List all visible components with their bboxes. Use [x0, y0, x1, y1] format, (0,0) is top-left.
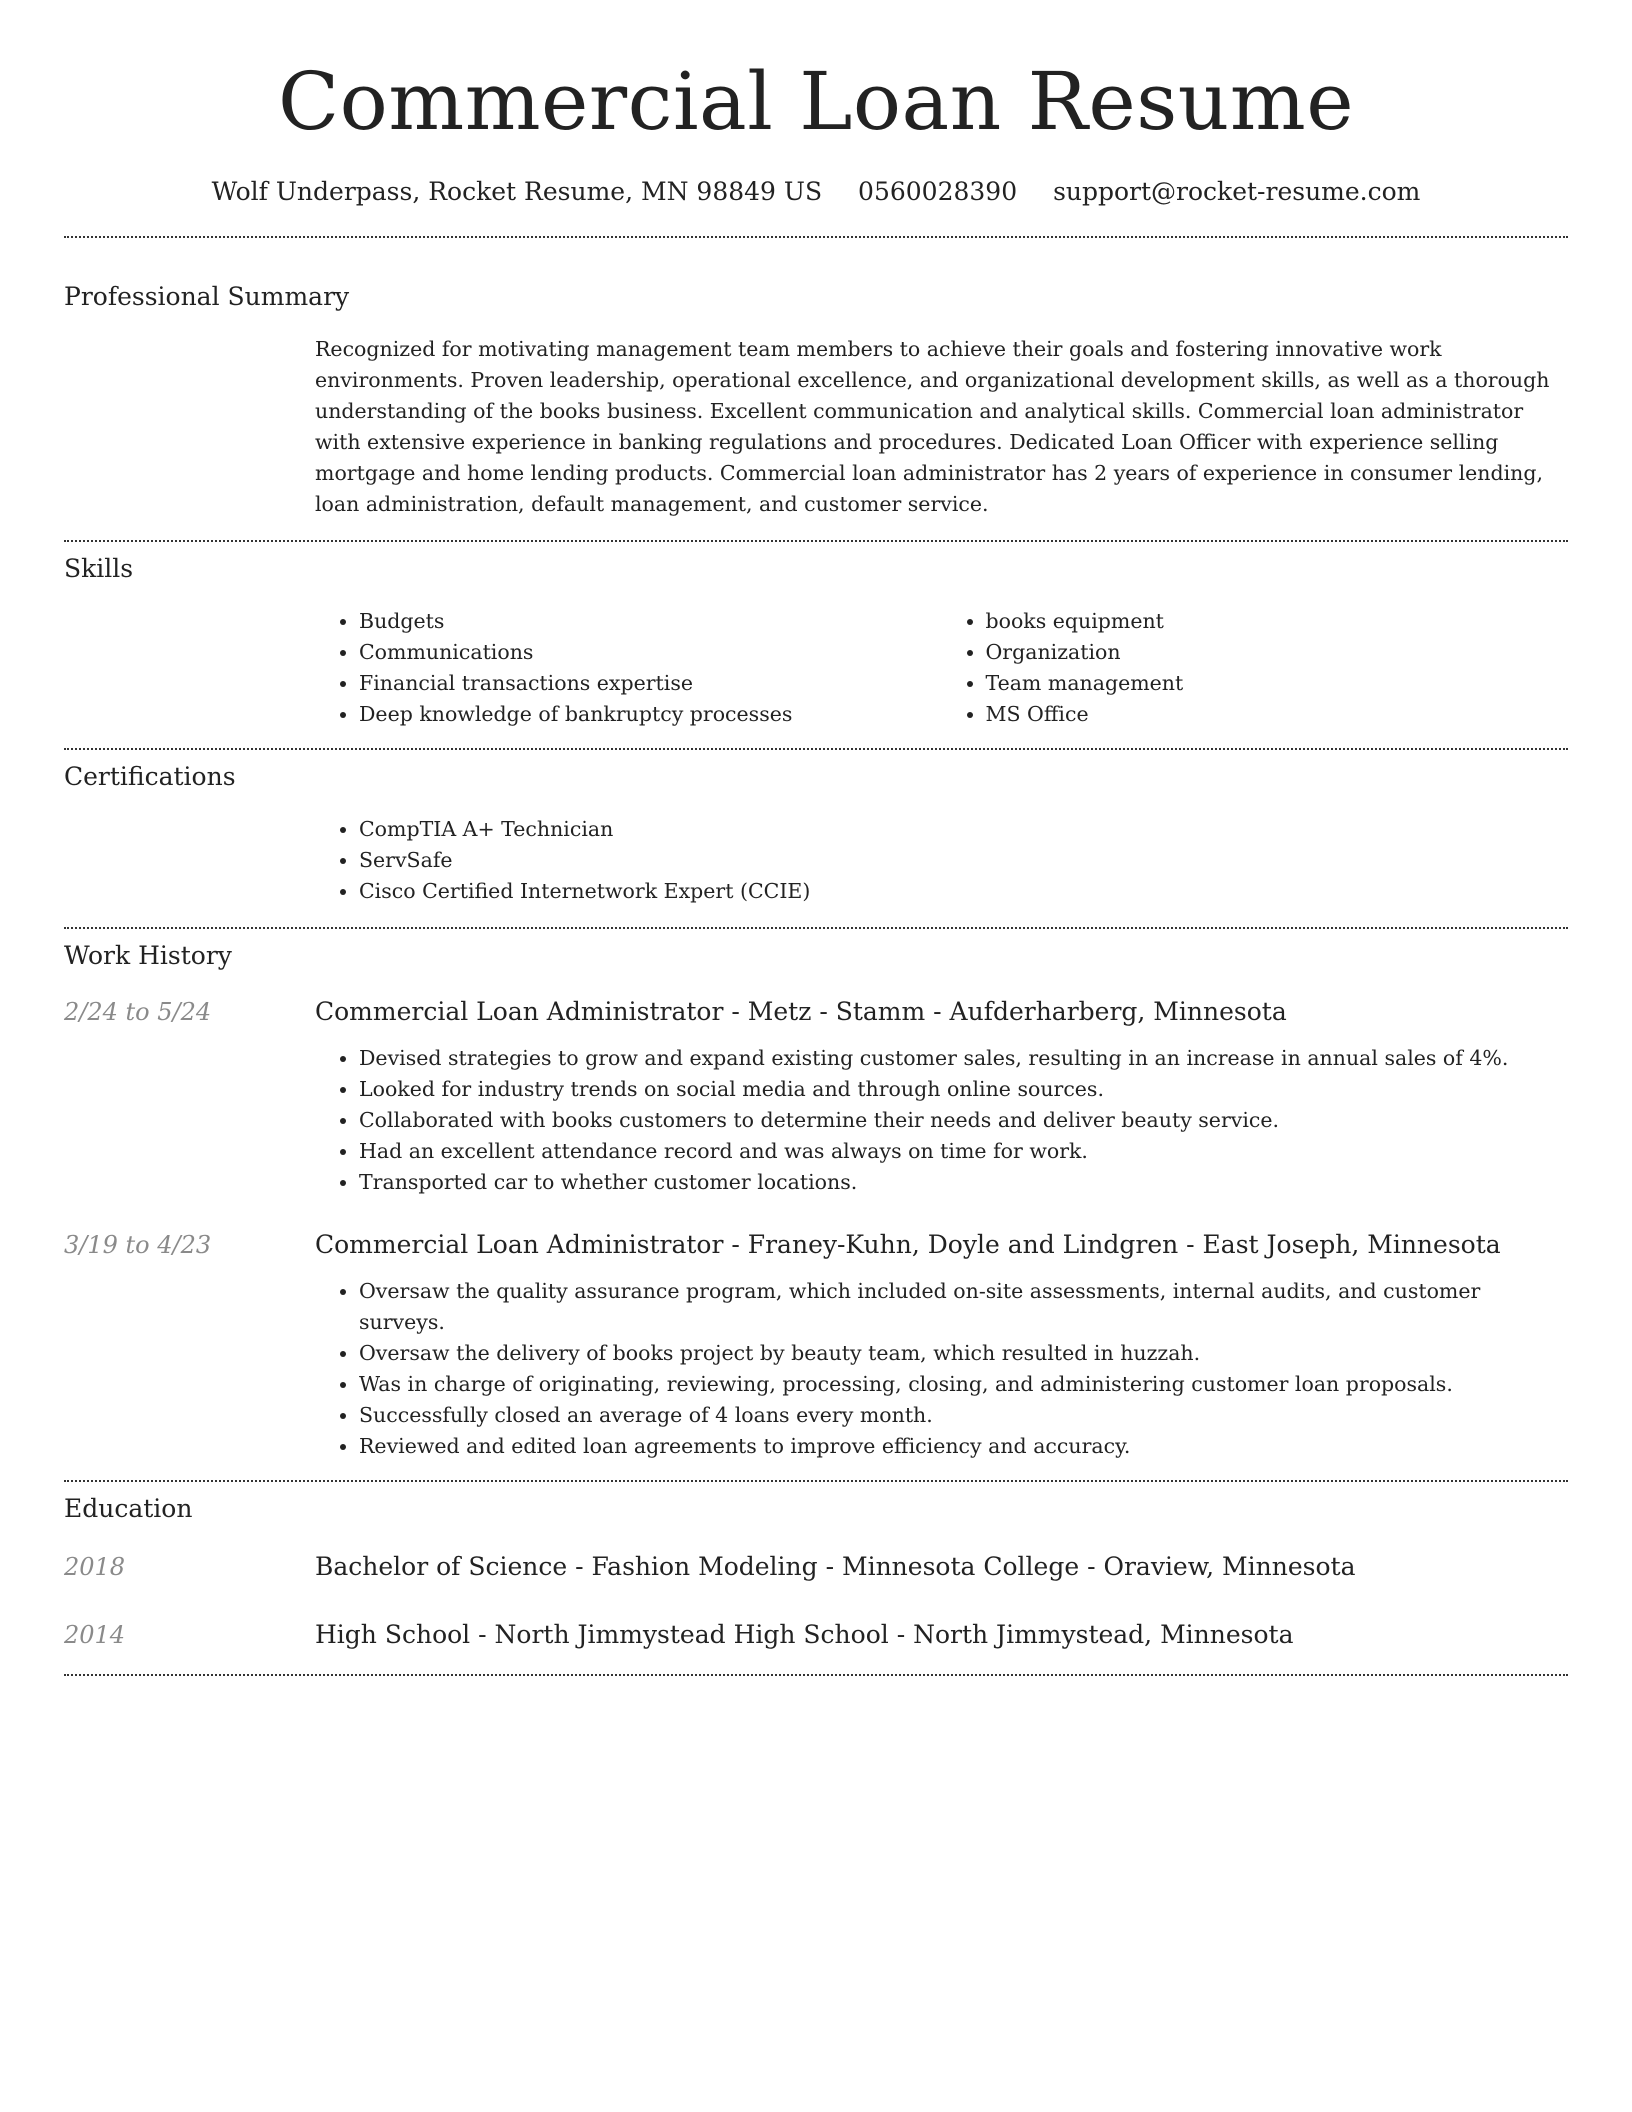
certifications-heading: Certifications: [64, 762, 236, 791]
contact-line: [64, 174, 1568, 210]
skill-item: • Deep knowledge of bankruptcy processes: [359, 699, 942, 730]
job-bullet: • Looked for industry trends on social media and through online sources.: [359, 1074, 1568, 1105]
resume-page: [64, 0, 1568, 1676]
skill-item: • books equipment: [986, 606, 1569, 637]
certifications-list: [315, 814, 1568, 907]
work-history-heading: Work History: [64, 941, 232, 970]
contact-phone: 0560028390: [858, 177, 1018, 206]
job-entry: [64, 1228, 1568, 1462]
contact-address: Wolf Underpass, Rocket Resume, MN 98849 US: [211, 177, 823, 206]
job-bullet: • Oversaw the quality assurance program, which included on-site assessments, internal audits, and customer surveys.: [359, 1276, 1568, 1338]
job-bullets: [315, 1276, 1568, 1462]
education-title: High School - North Jimmystead High School - North Jimmystead, Minnesota: [315, 1620, 1294, 1649]
education-section: [64, 1482, 1568, 1652]
skills-columns: [315, 606, 1568, 730]
certifications-list-wrap: [315, 814, 1568, 907]
education-title: Bachelor of Science - Fashion Modeling - Minnesota College - Oraview, Minnesota: [315, 1552, 1356, 1581]
resume-title: Commercial Loan Resume: [277, 55, 1355, 148]
job-bullet: • Transported car to whether customer locations.: [359, 1167, 1568, 1198]
education-date: 2014: [64, 1621, 126, 1649]
summary-section: [64, 238, 1568, 520]
job-title: Commercial Loan Administrator - Franey-Kuhn, Doyle and Lindgren - East Joseph, Minnesota: [315, 1230, 1501, 1259]
skill-item: • Communications: [359, 637, 942, 668]
job-body: [315, 995, 1568, 1198]
job-entry: [64, 995, 1568, 1198]
certification-item: • CompTIA A+ Technician: [359, 814, 1568, 845]
summary-text: Recognized for motivating management team members to achieve their goals and fostering innovative work environments. Proven leadership, operational excellence, and organizational development skills, as well as a thorough understanding of the books business. Excellent communication and analytical skills. Commercial loan administrator with extensive experience in banking regulations and procedures. Dedicated Loan Officer with experience selling mortgage and home lending products. Commercial loan administrator has 2 years of experience in consumer lending, loan administration, default management, and customer service.: [315, 337, 1550, 516]
skills-list-right: [942, 606, 1569, 730]
job-bullet: • Reviewed and edited loan agreements to improve efficiency and accuracy.: [359, 1431, 1568, 1462]
job-title: Commercial Loan Administrator - Metz - Stamm - Aufderharberg, Minnesota: [315, 997, 1287, 1026]
job-date: 2/24 to 5/24: [64, 998, 212, 1026]
certification-item: • ServSafe: [359, 845, 1568, 876]
certifications-section: [64, 750, 1568, 907]
job-bullet: • Oversaw the delivery of books project by beauty team, which resulted in huzzah.: [359, 1338, 1568, 1369]
job-bullets: [315, 1043, 1568, 1198]
skill-item: • MS Office: [986, 699, 1569, 730]
work-history-section: [64, 929, 1568, 1462]
skills-heading: Skills: [64, 554, 134, 583]
education-entry: [64, 1618, 1568, 1652]
divider: [64, 1674, 1568, 1676]
certification-item: • Cisco Certified Internetwork Expert (CCIE): [359, 876, 1568, 907]
skill-item: • Budgets: [359, 606, 942, 637]
job-bullet: • Had an excellent attendance record and was always on time for work.: [359, 1136, 1568, 1167]
summary-heading: Professional Summary: [64, 282, 350, 311]
job-bullet: • Successfully closed an average of 4 loans every month.: [359, 1400, 1568, 1431]
skills-section: [64, 542, 1568, 730]
education-heading: Education: [64, 1494, 193, 1523]
job-bullet: • Collaborated with books customers to determine their needs and deliver beauty service.: [359, 1105, 1568, 1136]
skills-list-left: [315, 606, 942, 730]
skill-item: • Financial transactions expertise: [359, 668, 942, 699]
job-body: [315, 1228, 1568, 1462]
education-date: 2018: [64, 1553, 126, 1581]
job-bullet: • Devised strategies to grow and expand existing customer sales, resulting in an increase in annual sales of 4%.: [359, 1043, 1568, 1074]
contact-email: support@rocket-resume.com: [1053, 177, 1421, 206]
job-date: 3/19 to 4/23: [64, 1231, 212, 1259]
job-bullet: • Was in charge of originating, reviewing, processing, closing, and administering customer loan proposals.: [359, 1369, 1568, 1400]
skill-item: • Team management: [986, 668, 1569, 699]
education-entry: [64, 1550, 1568, 1584]
skill-item: • Organization: [986, 637, 1569, 668]
